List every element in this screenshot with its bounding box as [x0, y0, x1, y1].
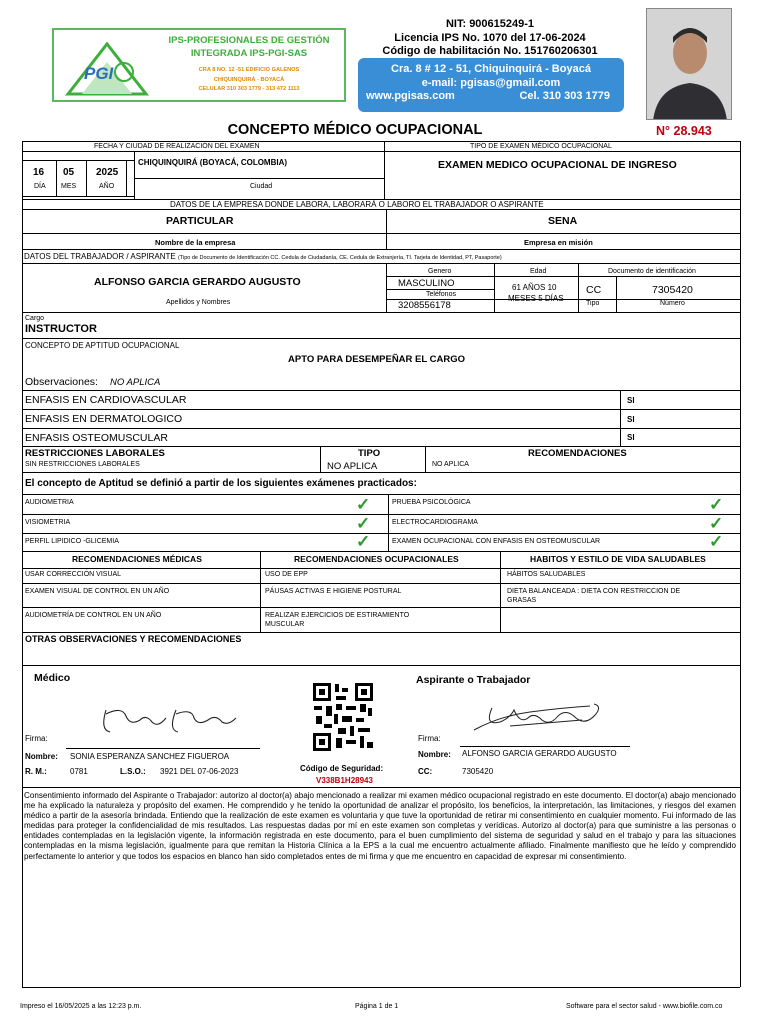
contact-box [358, 58, 624, 112]
nit: NIT: 900615249-1 [445, 18, 535, 30]
aspirante-label: Aspirante o Trabajador [416, 674, 531, 686]
check-icon: ✓ [356, 532, 371, 551]
medico-label: Médico [34, 672, 71, 684]
document-number: N° 28.943 [656, 124, 712, 138]
nombre-label: Apellidos y Nombres [166, 299, 231, 306]
consentimiento: Consentimiento informado del Aspirante o Trabajador: autorizo al doctor(a) abajo mencionado a realizar mi examen médico ocupacional registrado en este documento. El doctor(a) abajo mencionado me ha explicado la naturaleza y propósito del examen. He comprendido y he tenido la oportunidad de analizar el propósito, los beneficios, la interpretación, las limitaciones, y riesgos del examen médico a partir de la asesoría brindada. Entiendo que la realización de este examen es voluntaria y que tuve la oportunidad de retirar mi consentimiento en cualquier momento. Fui informado de las medidas para proteger la confidencialidad de mis resultados. Las respuestas dadas por mí en este examen son completas y verídicas. Autorizo al doctor(a) para que suministre a las personas o entidades contempladas en la legislación vigente, la información registrada en este documento, para el buen cumplimiento del sistema de seguridad y salud en el trabajo y para las situaciones contempladas en la misma legislación, igualmente para que remitan la Historia Clínica a la EPS a la cual me encuentro actualmente afiliado. Finalmente manifiesto que he leído y comprendido perfectamente lo anterior y que todos los espacios en blanco han sido completados entes de mi firma y que me encuentro en capacidad de expresar mi consentimiento. [24, 791, 736, 861]
trabajador-nombre: ALFONSO GARCIA GERARDO AUGUSTO [94, 276, 301, 288]
company-registration [352, 18, 628, 59]
empresa-mision: SENA [548, 215, 578, 227]
cargo-label: Cargo [25, 315, 45, 322]
tipo-examen-label: TIPO DE EXAMEN MÉDICO OCUPACIONAL [470, 143, 612, 150]
doc-numero-label: Número [660, 300, 685, 307]
rec-medica-0: USAR CORRECCIÓN VISUAL [25, 571, 122, 578]
year-label: AÑO [99, 183, 115, 190]
qr-code [312, 682, 374, 752]
logo-address: CRA 8 NO. 12 -51 EDIFICIO GALENOS CHIQUINQUIRÁ - BOYACÁ CELULAR 310 303 1779 - 313 472 1113 [198, 67, 300, 93]
rm-label: R. M.: [25, 767, 47, 776]
examen-right-1: ELECTROCARDIOGRAMA [392, 519, 478, 526]
firma-label: Firma: [25, 734, 48, 743]
website: www.pgisas.com [366, 90, 455, 102]
doc-tipo-label: Tipo [586, 300, 600, 307]
rec-habitos-label: HABITOS Y ESTILO DE VIDA SALUDABLES [530, 554, 706, 564]
enfasis-label-1: ENFASIS EN DERMATOLOGICO [25, 413, 183, 425]
examen-right-0: PRUEBA PSICOLÓGICA [392, 499, 471, 506]
restricciones-rec: NO APLICA [432, 461, 469, 468]
month-label: MES [61, 183, 77, 190]
rec-habito-1: DIETA BALANCEADA : DIETA CON RESTRICCION DE [507, 588, 681, 595]
genero-label: Genero [428, 268, 452, 275]
lso-value: 3921 DEL 07-06-2023 [160, 767, 239, 776]
fecha-ciudad-label: FECHA Y CIUDAD DE REALIZACIÓN DEL EXAMEN [94, 143, 260, 150]
check-icon: ✓ [709, 495, 724, 514]
nombre-label: Nombre: [418, 750, 451, 759]
examen-left-1: VISIOMETRIA [25, 519, 71, 526]
examen-left-0: AUDIOMETRIA [25, 499, 74, 506]
edad-label: Edad [530, 268, 547, 275]
restricciones-tipo: NO APLICA [327, 461, 378, 472]
enfasis-value-2: SI [627, 433, 635, 442]
check-icon: ✓ [709, 514, 724, 533]
enfasis-label-0: ENFASIS EN CARDIOVASCULAR [25, 394, 187, 406]
city-label: Ciudad [250, 183, 273, 190]
genero: MASCULINO [398, 278, 455, 289]
observaciones-label: Observaciones: [25, 376, 98, 388]
doc-numero: 7305420 [652, 284, 693, 296]
empresa-nombre: PARTICULAR [166, 215, 234, 227]
examen-left-2: PERFIL LIPIDICO -GLICEMIA [25, 538, 119, 545]
exam-day: 16 [33, 167, 45, 178]
rec-medica-1: EXAMEN VISUAL DE CONTROL EN UN AÑO [25, 588, 170, 595]
address: Cra. 8 # 12 - 51, Chiquinquirá - Boyacá [391, 63, 591, 75]
cc-value: 7305420 [462, 767, 494, 776]
phone: Cel. 310 303 1779 [519, 90, 610, 102]
codigo-seguridad: V338B1H28943 [316, 776, 373, 785]
concepto-label: CONCEPTO DE APTITUD OCUPACIONAL [25, 341, 180, 350]
pagina: Página 1 de 1 [355, 1003, 399, 1010]
firma-label: Firma: [418, 734, 441, 743]
nombre-label: Nombre: [25, 752, 58, 761]
aspirante-nombre: ALFONSO GARCIA GERARDO AUGUSTO [462, 749, 617, 758]
restricciones-rec-label: RECOMENDACIONES [528, 448, 627, 459]
check-icon: ✓ [709, 532, 724, 551]
enfasis-label-2: ENFASIS OSTEOMUSCULAR [25, 432, 168, 444]
rec-medica-2: AUDIOMETRÍA DE CONTROL EN UN AÑO [25, 612, 162, 619]
telefono: 3208556178 [398, 300, 451, 311]
rec-ocupacional-2: REALIZAR EJERCICIOS DE ESTIRAMIENTO [265, 612, 410, 619]
software: Software para el sector salud - www.biofile.com.co [566, 1003, 723, 1010]
aspirante-signature [470, 696, 610, 740]
exam-type: EXAMEN MEDICO OCUPACIONAL DE INGRESO [438, 159, 677, 171]
codigo-seguridad-label: Código de Seguridad: [300, 764, 384, 773]
impreso: Impreso el 16/05/2025 a las 12:23 p.m. [20, 1003, 142, 1010]
licencia: Licencia IPS No. 1070 del 17-06-2024 [394, 31, 586, 44]
exam-city: CHIQUINQUIRÁ (BOYACÁ, COLOMBIA) [138, 158, 288, 167]
page-title: CONCEPTO MÉDICO OCUPACIONAL [227, 122, 483, 138]
empresa-nombre-label: Nombre de la empresa [155, 238, 236, 247]
lso-label: L.S.O.: [120, 767, 146, 776]
restricciones-label: RESTRICCIONES LABORALES [25, 448, 165, 459]
restricciones-value: SIN RESTRICCIONES LABORALES [25, 461, 140, 468]
rec-ocupacional-1: PÁUSAS ACTIVAS E HIGIENE POSTURAL [265, 588, 402, 595]
medico-nombre: SONIA ESPERANZA SANCHEZ FIGUEROA [70, 752, 230, 761]
doc-label: Documento de identificación [608, 268, 696, 275]
rec-habito-0: HÁBITOS SALUDABLES [507, 571, 586, 578]
otras-observaciones-label: OTRAS OBSERVACIONES Y RECOMENDACIONES [25, 634, 242, 644]
observaciones-value: NO APLICA [110, 377, 161, 388]
day-label: DÍA [34, 183, 46, 190]
restricciones-tipo-label: TIPO [358, 448, 381, 459]
check-icon: ✓ [356, 495, 371, 514]
rec-ocupacionales-label: RECOMENDACIONES OCUPACIONALES [294, 554, 459, 564]
rec-habito-2: GRASAS [507, 597, 537, 604]
telefonos-label: Teléfonos [426, 291, 456, 298]
logo-company-name: IPS-PROFESIONALES DE GESTIÓN INTEGRADA IPS-PGI-SAS [168, 35, 330, 59]
empresa-section-label: DATOS DE LA EMPRESA DONDE LABORA, LABORARÁ O LABORO EL TRABAJADOR O ASPIRANTE [170, 200, 544, 209]
enfasis-value-1: SI [627, 415, 635, 424]
logo-mark: PGI [84, 64, 114, 83]
edad-line2: MESES 5 DÍAS [508, 294, 564, 303]
exam-year: 2025 [96, 167, 119, 178]
rec-medicas-label: RECOMENDACIONES MÉDICAS [72, 554, 202, 564]
company-logo [52, 28, 346, 102]
exam-month: 05 [63, 167, 75, 178]
edad-line1: 61 AÑOS 10 [512, 283, 557, 292]
check-icon: ✓ [356, 514, 371, 533]
worker-photo [646, 8, 732, 120]
medico-signature [96, 700, 246, 740]
concepto-value: APTO PARA DESEMPEÑAR EL CARGO [288, 354, 466, 365]
doc-tipo: CC [586, 284, 602, 296]
examenes-label: El concepto de Aptitud se definió a partir de los siguientes exámenes practicados: [25, 478, 417, 489]
email: e-mail: pgisas@gmail.com [421, 76, 561, 89]
rec-ocupacional-3: MUSCULAR [265, 621, 305, 628]
habilitacion: Código de habilitación No. 151760206301 [382, 45, 598, 57]
rec-ocupacional-0: USO DE EPP [265, 571, 308, 578]
cc-label: CC: [418, 767, 433, 776]
empresa-mision-label: Empresa en misión [524, 238, 593, 247]
examen-right-2: EXAMEN OCUPACIONAL CON ENFASIS EN OSTEOMUSCULAR [392, 538, 601, 545]
trabajador-section-label: DATOS DEL TRABAJADOR / ASPIRANTE (Tipo de Documento de Identificación CC. Cedula de Ciudadanía, CE. Cedula de Extranjería, TI. Tarjeta de Identidad, PT, Pasaporte) [24, 252, 502, 261]
rm-value: 0781 [70, 767, 88, 776]
enfasis-value-0: SI [627, 396, 635, 405]
cargo: INSTRUCTOR [25, 323, 97, 335]
